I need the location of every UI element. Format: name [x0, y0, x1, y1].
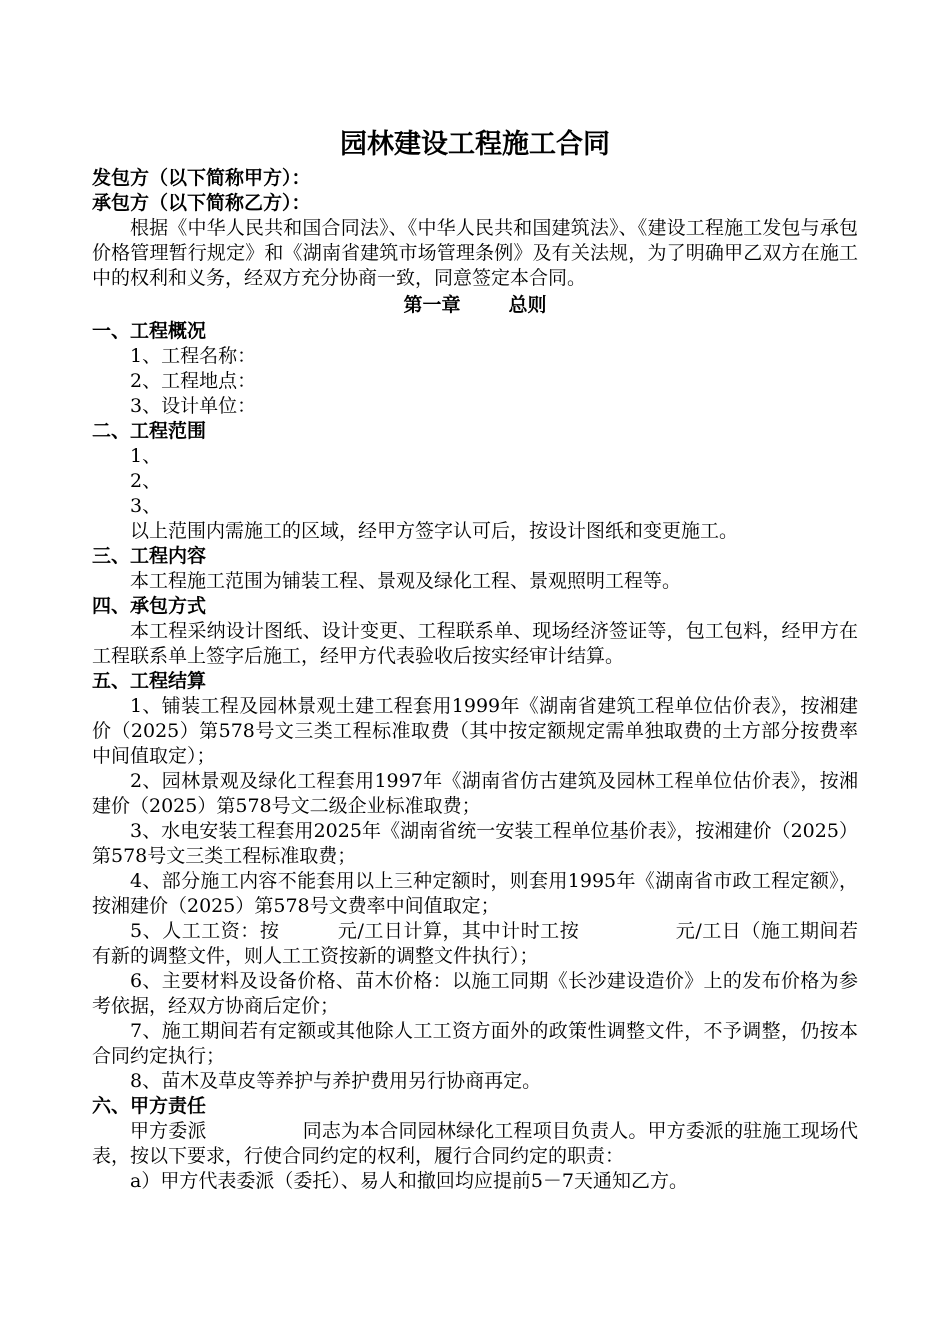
section-heading-content: 三、工程内容: [92, 545, 207, 567]
settlement-item-wage: [92, 919, 858, 969]
party-a-line: 发包方（以下简称甲方）：: [92, 167, 311, 189]
settlement-item: 7、施工期间若有定额或其他除人工工资方面外的政策性调整文件，不予调整，仍按本合同约定执行；: [92, 1020, 858, 1067]
party-a-duties-text: [92, 1119, 858, 1169]
overview-item: 2、工程地点：: [130, 370, 257, 392]
chapter-heading: [92, 293, 858, 318]
content-text: 本工程施工范围为铺装工程、景观及绿化工程、景观照明工程等。: [130, 570, 682, 592]
wage-text-b: 元/工日计算，其中计时工按: [337, 920, 580, 942]
settlement-item: 1、铺装工程及园林景观土建工程套用1999年《湖南省建筑工程单位估价表》，按湘建价（2025）第578号文三类工程标准取费（其中按定额规定需单独取费的土方部分按费率中间值取定）；: [92, 695, 858, 767]
chapter-name: 总则: [508, 294, 547, 316]
settlement-item: 2、园林景观及绿化工程套用1997年《湖南省仿古建筑及园林工程单位估价表》，按湘建价（2025）第578号文二级企业标准取费；: [92, 770, 858, 817]
section-heading-overview: 一、工程概况: [92, 320, 207, 342]
scope-note: 以上范围内需施工的区域，经甲方签字认可后，按设计图纸和变更施工。: [130, 520, 739, 542]
settlement-item: 3、水电安装工程套用2025年《湖南省统一安装工程单位基价表》，按湘建价（2025）第578号文三类工程标准取费；: [92, 820, 858, 867]
section-heading-contract-method: 四、承包方式: [92, 595, 207, 617]
overview-item: 1、工程名称：: [130, 345, 257, 367]
scope-item: 3、: [130, 495, 162, 517]
duties-text-b: 同志为本合同园林绿化工程项目负责人。甲方委派的驻施工现场代表，按以下要求，行使合同约定的权利，履行合同约定的职责：: [92, 1120, 858, 1167]
contract-method-text: 本工程采纳设计图纸、设计变更、工程联系单、现场经济签证等，包工包料，经甲方在工程联系单上签字后施工，经甲方代表验收后按实经审计结算。: [92, 620, 858, 667]
scope-item: 2、: [130, 470, 162, 492]
wage-text-a: 5、人工工资：按: [130, 920, 280, 942]
party-a-duty-item: a）甲方代表委派（委托）、易人和撤回均应提前5－7天通知乙方。: [130, 1170, 689, 1192]
settlement-item: 6、主要材料及设备价格、苗木价格：以施工同期《长沙建设造价》上的发布价格为参考依据，经双方协商后定价；: [92, 970, 858, 1017]
section-heading-settlement: 五、工程结算: [92, 670, 207, 692]
section-heading-party-a-duties: 六、甲方责任: [92, 1095, 207, 1117]
duties-text-a: 甲方委派: [130, 1120, 207, 1142]
overview-item: 3、设计单位：: [130, 395, 257, 417]
chapter-number: 第一章: [403, 294, 461, 316]
party-b-line: 承包方（以下简称乙方）：: [92, 192, 311, 214]
contract-page: [92, 128, 858, 1194]
section-heading-scope: 二、工程范围: [92, 420, 207, 442]
scope-item: 1、: [130, 445, 162, 467]
settlement-item: 8、苗木及草皮等养护与养护费用另行协商再定。: [130, 1070, 542, 1092]
wage-text-c: 元/工日（施工期间若有新的调整文件，则人工工资按新的调整文件执行）；: [92, 920, 859, 967]
intro-paragraph: 根据《中华人民共和国合同法》、《中华人民共和国建筑法》、《建设工程施工发包与承包价格管理暂行规定》和《湖南省建筑市场管理条例》及有关法规，为了明确甲乙双方在施工中的权利和义务，经双方充分协商一致，同意签定本合同。: [92, 217, 858, 289]
settlement-item: 4、部分施工内容不能套用以上三种定额时，则套用1995年《湖南省市政工程定额》，按湘建价（2025）第578号文费率中间值取定；: [92, 870, 858, 917]
document-title: 园林建设工程施工合同: [340, 129, 610, 160]
